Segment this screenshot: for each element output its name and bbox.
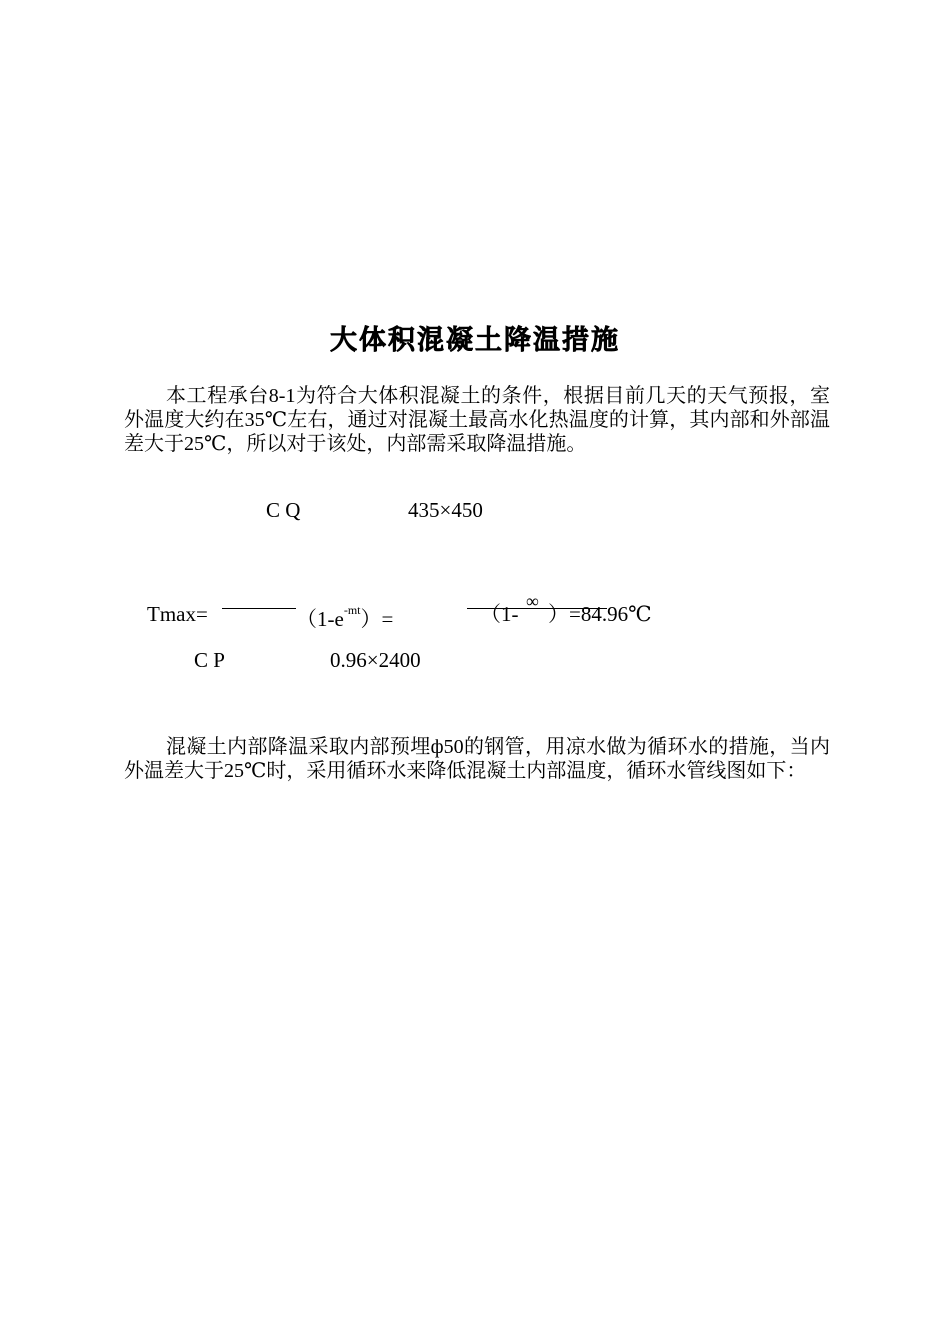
formula-result: ）=84.96℃ (548, 602, 652, 626)
value-factor-open: （1- (480, 602, 519, 626)
numerator-value: 435×450 (408, 498, 483, 522)
infinity-symbol: ∞ (526, 591, 539, 611)
factor-close: ）= (360, 607, 394, 631)
exponent: -mt (343, 603, 361, 617)
factor-open: （1-e (296, 607, 344, 631)
paragraph-cooling: 混凝土内部降温采取内部预埋ф50的钢管，用凉水做为循环水的措施，当内外温差大于25℃时，采用循环水来降低混凝土内部温度，循环水管线图如下： (124, 736, 830, 782)
numerator-symbol: C Q (266, 498, 301, 522)
formula-factor (296, 602, 393, 631)
formula-lhs: Tmax= (147, 602, 208, 626)
paragraph-intro: 本工程承台8-1为符合大体积混凝土的条件，根据目前几天的天气预报，室外温度大约在35℃左右，通过对混凝土最高水化热温度的计算，其内部和外部温差大于25℃，所以对于该处，内部需采取降温措施。 (124, 385, 830, 455)
denominator-symbol: C P (194, 648, 225, 672)
denominator-value: 0.96×2400 (330, 648, 421, 672)
fraction-bar-symbolic (222, 608, 296, 609)
page-title: 大体积混凝土降温措施 (330, 325, 620, 356)
